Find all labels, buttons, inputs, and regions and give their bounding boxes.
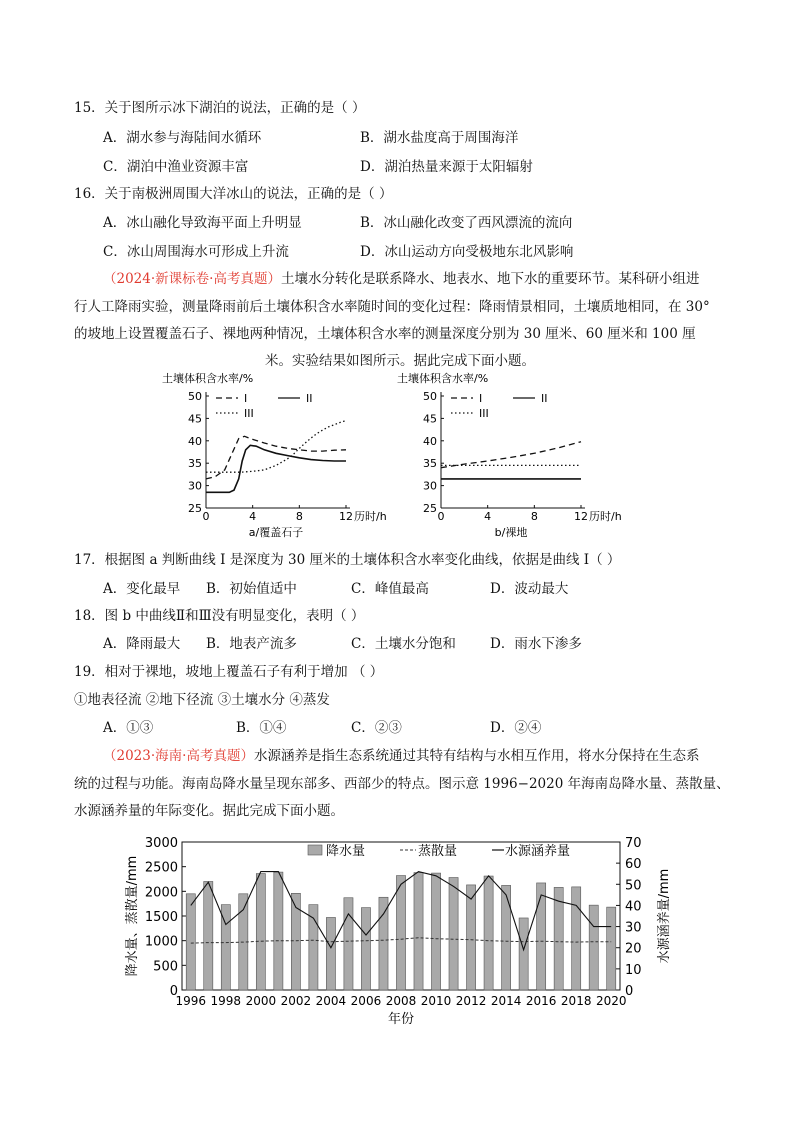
figb-ytick-label: 45: [423, 412, 437, 426]
q15-option-c: C．湖泊中渔业资源丰富: [103, 159, 249, 175]
legend-conservation-label: 水源涵养量: [505, 844, 571, 859]
hainan-ytick-label: 2000: [144, 885, 178, 901]
figa-ytick-label: 40: [188, 434, 202, 448]
hainan-xtick-label: 2020: [595, 994, 627, 1008]
precip-bar: [519, 918, 528, 990]
precip-bar: [572, 887, 581, 990]
legend-precip-label: 降水量: [326, 844, 366, 859]
hainan-y2tick-label: 70: [625, 836, 642, 851]
hainan-y2tick-label: 60: [625, 857, 642, 873]
q18-option-d: D．雨水下渗多: [490, 636, 582, 652]
hainan-ylabel: 降水量、蒸散量/mm: [125, 855, 140, 977]
figb-legend-label: III: [479, 407, 489, 420]
legend-evap-label: 蒸散量: [418, 844, 458, 859]
passage1-line4: 米。实验结果如图所示。据此完成下面小题。: [265, 353, 535, 369]
hainan-ytick-label: 0: [169, 984, 178, 999]
hainan-ytick-label: 1000: [144, 934, 178, 950]
figa-legend-label: II: [306, 392, 313, 405]
figure-b: [397, 371, 622, 539]
precip-bar: [379, 897, 388, 990]
figb-legend-label: II: [541, 392, 548, 405]
q18-stem: 18．图 b 中曲线Ⅱ和Ⅲ没有明显变化，表明（ ）: [74, 608, 365, 624]
q19-option-d: D．②④: [490, 720, 542, 736]
passage2-source: （2023·海南·高考真题）: [103, 748, 254, 764]
hainan-ytick-label: 1500: [144, 910, 178, 925]
figb-legend-label: I: [479, 392, 483, 405]
q18-option-c: C．土壤水分饱和: [351, 636, 456, 652]
figa-ytick-label: 35: [188, 457, 202, 471]
figa-ytick-label: 50: [188, 390, 202, 403]
figb-xtick-label: 4: [484, 510, 492, 523]
figb-xtick-label: 12: [574, 510, 588, 523]
figb-ytick-label: 50: [423, 390, 437, 403]
q15-option-b: B．湖水盐度高于周围海洋: [360, 130, 519, 146]
figa-xtick-label: 12: [339, 510, 353, 523]
q16-stem: 16．关于南极洲周围大洋冰山的说法，正确的是（ ）: [74, 186, 393, 202]
precip-bar: [204, 881, 213, 990]
passage1-line1: （2024·新课标卷·高考真题）土壤水分转化是联系降水、地表水、地下水的重要环节。某科研小组进: [103, 271, 700, 287]
legend-precip-swatch: [308, 845, 322, 855]
hainan-xtick-label: 2000: [245, 994, 277, 1008]
hainan-xtick-label: 1996: [175, 994, 207, 1008]
q15-option-a: A．湖水参与海陆间水循环: [103, 130, 262, 146]
hainan-y2tick-label: 40: [625, 899, 642, 915]
figb-caption: b/裸地: [494, 526, 528, 539]
hainan-xtick-label: 2012: [455, 994, 487, 1008]
precip-bar: [344, 898, 353, 990]
precip-bar: [484, 876, 493, 990]
figa-xunit: 历时/h: [354, 510, 387, 523]
hainan-y2tick-label: 30: [625, 920, 642, 936]
hainan-xtick-label: 2010: [420, 994, 452, 1008]
hainan-water-chart: [120, 830, 680, 1030]
hainan-xtick-label: 1998: [210, 994, 242, 1008]
hainan-y2tick-label: 20: [625, 941, 642, 957]
q18-option-b: B．地表产流多: [206, 636, 297, 652]
figa-ytick-label: 25: [188, 502, 202, 515]
figb-xunit: 历时/h: [589, 510, 622, 523]
figb-series-line: [441, 442, 581, 468]
figb-ytick-label: 25: [423, 502, 437, 515]
precip-bar: [554, 887, 563, 990]
passage2-line1: （2023·海南·高考真题）水源涵养是指生态系统通过其特有结构与水相互作用，将水分保持在生态系: [103, 748, 700, 764]
hainan-xtick-label: 2016: [525, 994, 557, 1008]
figure-a: [162, 371, 387, 539]
soil-moisture-figures: [160, 370, 630, 545]
precip-bar: [414, 873, 423, 990]
figa-xtick-label: 0: [202, 510, 210, 523]
passage1-line2: 行人工降雨实验，测量降雨前后土壤体积含水率随时间的变化过程：降雨情景相同，土壤质地相同，在 30°: [74, 299, 710, 315]
q17-option-b: B．初始值适中: [206, 581, 297, 597]
hainan-ytick-label: 3000: [144, 836, 178, 851]
q19-stem: 19．相对于裸地，坡地上覆盖石子有利于增加 （ ）: [74, 664, 384, 680]
precip-bar: [537, 883, 546, 990]
q19-option-c: C．②③: [351, 720, 402, 736]
precip-bar: [256, 874, 265, 990]
hainan-y2tick-label: 0: [625, 984, 634, 999]
precip-bar: [467, 885, 476, 990]
passage1-line3: 的坡地上设置覆盖石子、裸地两种情况，土壤体积含水率的测量深度分别为 30 厘米、60 厘米和 100 厘: [74, 326, 696, 342]
hainan-y2tick-label: 50: [625, 878, 642, 894]
precip-bar: [326, 917, 335, 990]
figb-ytick-label: 40: [423, 434, 437, 448]
precip-bar: [589, 905, 598, 990]
figb-ytick-label: 35: [423, 457, 437, 471]
q18-option-a: A．降雨最大: [103, 636, 181, 652]
passage2-line2: 统的过程与功能。海南岛降水量呈现东部多、西部少的特点。图示意 1996−2020 年海南岛降水量、蒸散量、: [74, 776, 730, 792]
q17-option-a: A．变化最早: [103, 581, 181, 597]
figa-ylabel: 土壤体积含水率/%: [162, 372, 254, 385]
precip-bar: [396, 876, 405, 990]
hainan-xtick-label: 2006: [350, 994, 382, 1008]
hainan-xtick-label: 2004: [315, 994, 347, 1008]
figa-ytick-label: 30: [188, 479, 202, 493]
figa-series-line: [206, 445, 346, 492]
q17-stem: 17．根据图 a 判断曲线 I 是深度为 30 厘米的土壤体积含水率变化曲线，依据是曲线 I（ ）: [74, 552, 621, 568]
figb-xtick-label: 0: [437, 510, 445, 523]
hainan-xtick-label: 2014: [490, 994, 522, 1008]
passage2-line3: 水源涵养量的年际变化。据此完成下面小题。: [74, 803, 344, 819]
passage1-source: （2024·新课标卷·高考真题）: [103, 271, 281, 287]
q16-option-c: C．冰山周围海水可形成上升流: [103, 244, 289, 260]
precip-bar: [361, 908, 370, 990]
q15-stem: 15．关于图所示冰下湖泊的说法，正确的是（ ）: [74, 100, 366, 116]
figb-ylabel: 土壤体积含水率/%: [397, 372, 489, 385]
q15-option-d: D．湖泊热量来源于太阳辐射: [360, 159, 533, 175]
q17-option-d: D．波动最大: [490, 581, 569, 597]
q19-option-b: B．①④: [236, 720, 287, 736]
figa-xtick-label: 8: [295, 510, 303, 523]
hainan-xtick-label: 2008: [385, 994, 417, 1008]
hainan-xtick-label: 2002: [280, 994, 312, 1008]
precip-bar: [309, 905, 318, 990]
figa-legend-label: I: [244, 392, 248, 405]
figa-xtick-label: 4: [249, 510, 257, 523]
precip-bar: [274, 872, 283, 990]
q16-option-b: B．冰山融化改变了西风漂流的流向: [360, 215, 573, 231]
figb-xtick-label: 8: [530, 510, 538, 523]
precip-bar: [186, 894, 195, 990]
q16-option-a: A．冰山融化导致海平面上升明显: [103, 215, 302, 231]
hainan-y2label: 水源涵养量/mm: [657, 868, 672, 964]
figa-caption: a/覆盖石子: [248, 526, 304, 539]
hainan-xtick-label: 2018: [560, 994, 592, 1008]
hainan-y2tick-label: 10: [625, 962, 642, 978]
q19-option-a: A．①③: [103, 720, 154, 736]
precip-bar: [431, 873, 440, 990]
q19-items: ①地表径流 ②地下径流 ③土壤水分 ④蒸发: [74, 692, 330, 708]
figa-legend-label: III: [244, 407, 254, 420]
q16-option-d: D．冰山运动方向受极地东北风影响: [360, 244, 574, 260]
precip-bar: [502, 885, 511, 990]
figa-ytick-label: 45: [188, 412, 202, 426]
q17-option-c: C．峰值最高: [351, 581, 429, 597]
hainan-ytick-label: 500: [153, 959, 178, 975]
figb-ytick-label: 30: [423, 479, 437, 493]
hainan-ytick-label: 2500: [144, 860, 178, 876]
precip-bar: [449, 878, 458, 990]
precip-bar: [607, 907, 616, 990]
hainan-xlabel: 年份: [387, 1012, 415, 1027]
